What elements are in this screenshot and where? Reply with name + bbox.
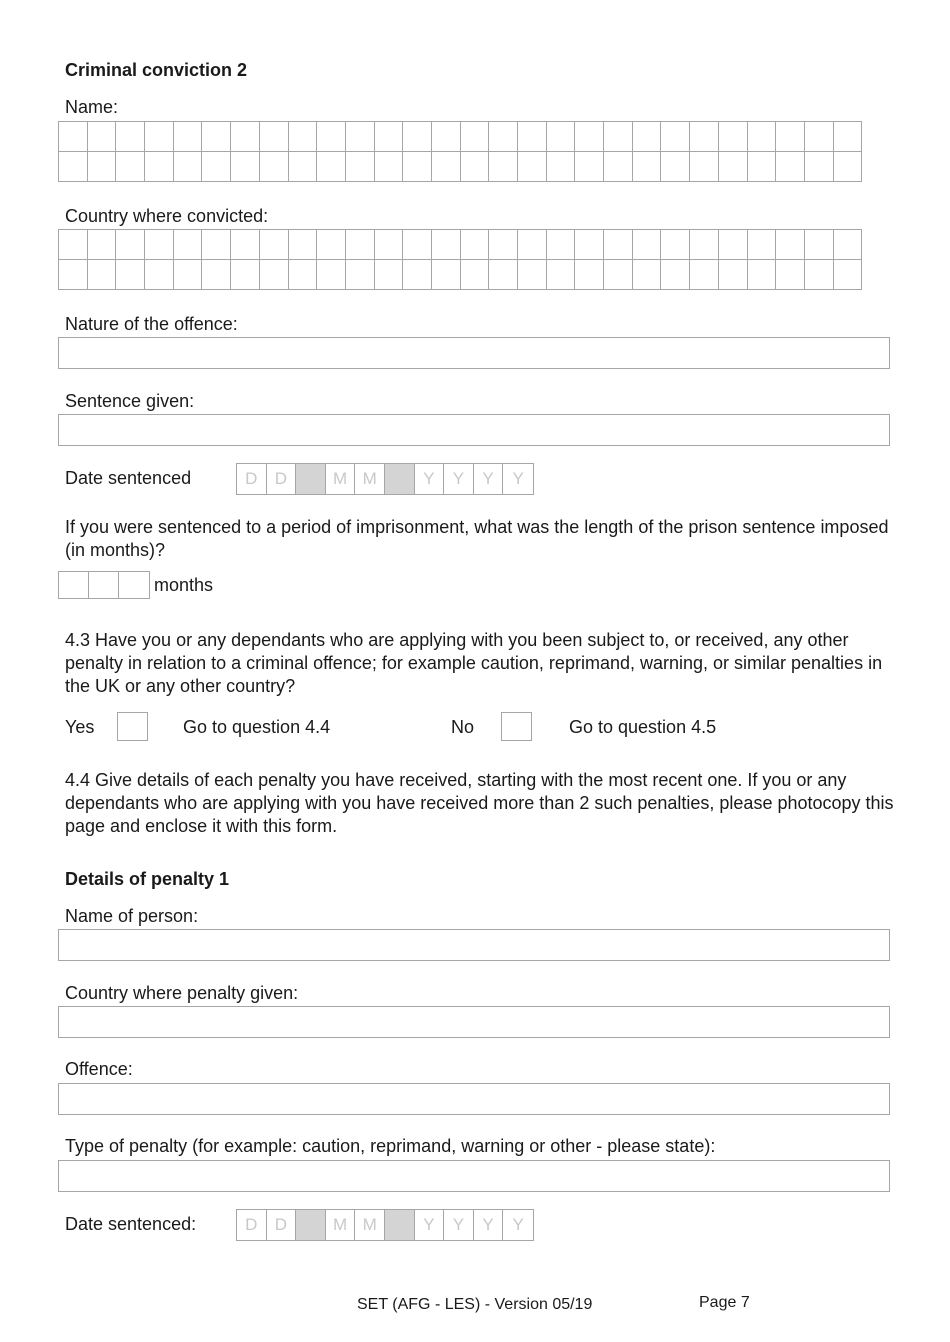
char-cell[interactable] <box>173 230 202 260</box>
char-cell[interactable] <box>259 122 288 152</box>
char-cell[interactable] <box>87 152 116 182</box>
char-cell[interactable] <box>833 230 862 260</box>
char-cell[interactable] <box>231 260 260 290</box>
char-cell[interactable] <box>288 152 317 182</box>
offence-label: Offence: <box>65 1059 133 1079</box>
char-cell[interactable] <box>690 152 719 182</box>
date-sentenced-field[interactable] <box>236 463 534 495</box>
date-digit-cell[interactable]: M <box>326 1210 356 1240</box>
char-cell[interactable] <box>431 260 460 290</box>
char-cell[interactable] <box>231 122 260 152</box>
char-cell[interactable] <box>804 152 833 182</box>
char-cell[interactable] <box>546 260 575 290</box>
question-4-4: 4.4 Give details of each penalty you have received, starting with the most recent one. If you or any dependants who are applying with you have received more than 2 such penalties, please photocopy this page and enclose it with this form. <box>65 770 894 836</box>
section-heading-penalty-1: Details of penalty 1 <box>65 869 230 889</box>
date-digit-cell[interactable]: D <box>237 1210 267 1240</box>
footer-version: SET (AFG - LES) - Version 05/19 <box>357 1296 593 1313</box>
name-char-grid[interactable] <box>58 121 862 182</box>
char-cell[interactable] <box>145 122 174 152</box>
char-cell[interactable] <box>661 260 690 290</box>
char-cell[interactable] <box>202 152 231 182</box>
char-cell[interactable] <box>145 152 174 182</box>
date-separator <box>385 1210 415 1240</box>
date-digit-cell[interactable]: M <box>355 464 385 494</box>
char-cell[interactable] <box>403 152 432 182</box>
char-cell[interactable] <box>747 230 776 260</box>
char-cell[interactable] <box>604 122 633 152</box>
char-cell[interactable] <box>374 230 403 260</box>
char-cell[interactable] <box>202 260 231 290</box>
char-cell[interactable] <box>460 122 489 152</box>
sentence-given-label: Sentence given: <box>65 391 195 411</box>
date-sentenced-label: Date sentenced <box>65 468 192 488</box>
date-digit-cell[interactable]: D <box>237 464 267 494</box>
char-cell[interactable] <box>317 122 346 152</box>
date-separator <box>296 1210 326 1240</box>
char-cell[interactable] <box>546 152 575 182</box>
offence-field[interactable] <box>58 1083 890 1115</box>
char-cell[interactable] <box>431 152 460 182</box>
person-name-field[interactable] <box>58 929 890 961</box>
date-digit-cell[interactable]: Y <box>444 1210 474 1240</box>
char-cell[interactable] <box>632 230 661 260</box>
char-cell[interactable] <box>518 122 547 152</box>
char-cell[interactable] <box>202 230 231 260</box>
char-cell[interactable] <box>604 152 633 182</box>
char-cell[interactable] <box>632 260 661 290</box>
sentence-given-field[interactable] <box>58 414 890 446</box>
char-cell[interactable] <box>345 122 374 152</box>
date-digit-cell[interactable]: Y <box>474 464 504 494</box>
date-digit-cell[interactable]: D <box>267 464 297 494</box>
date-digit-cell[interactable]: D <box>267 1210 297 1240</box>
char-cell[interactable] <box>747 260 776 290</box>
char-cell[interactable] <box>345 152 374 182</box>
char-cell[interactable] <box>776 260 805 290</box>
char-cell[interactable] <box>460 152 489 182</box>
char-cell[interactable] <box>87 260 116 290</box>
date-digit-cell[interactable]: Y <box>415 464 445 494</box>
char-cell[interactable] <box>59 230 88 260</box>
char-cell[interactable] <box>546 122 575 152</box>
char-cell[interactable] <box>259 230 288 260</box>
char-cell[interactable] <box>776 230 805 260</box>
country-convicted-label: Country where convicted: <box>65 206 269 226</box>
char-cell[interactable] <box>317 260 346 290</box>
char-cell[interactable] <box>833 260 862 290</box>
char-cell[interactable] <box>288 230 317 260</box>
yes-goto-label: Go to question 4.4 <box>183 717 331 737</box>
char-cell[interactable] <box>518 230 547 260</box>
person-name-label: Name of person: <box>65 906 199 926</box>
char-cell[interactable] <box>489 152 518 182</box>
char-cell[interactable] <box>403 260 432 290</box>
date-digit-cell[interactable]: Y <box>512 1215 524 1234</box>
char-cell[interactable] <box>231 230 260 260</box>
char-cell[interactable] <box>288 122 317 152</box>
char-cell[interactable] <box>575 152 604 182</box>
section-heading-conviction-2: Criminal conviction 2 <box>65 60 248 80</box>
char-cell[interactable] <box>173 260 202 290</box>
date-separator <box>296 464 326 494</box>
char-cell[interactable] <box>575 122 604 152</box>
char-cell[interactable] <box>431 230 460 260</box>
footer-page-number: Page 7 <box>699 1294 750 1311</box>
char-cell[interactable] <box>116 122 145 152</box>
char-cell[interactable] <box>575 260 604 290</box>
char-cell[interactable] <box>718 152 747 182</box>
char-cell[interactable] <box>804 230 833 260</box>
char-cell[interactable] <box>747 122 776 152</box>
char-cell[interactable] <box>317 230 346 260</box>
char-cell[interactable] <box>661 122 690 152</box>
date-digit-cell[interactable]: Y <box>415 1210 445 1240</box>
date-separator <box>385 464 415 494</box>
penalty-type-field[interactable] <box>58 1160 890 1192</box>
char-cell[interactable] <box>87 122 116 152</box>
penalty-country-field[interactable] <box>58 1006 890 1038</box>
date-digit-cell[interactable]: M <box>326 464 356 494</box>
char-cell[interactable] <box>804 122 833 152</box>
char-cell[interactable] <box>604 230 633 260</box>
char-cell[interactable] <box>374 152 403 182</box>
no-goto-label: Go to question 4.5 <box>569 717 717 737</box>
char-cell[interactable] <box>403 122 432 152</box>
char-cell[interactable] <box>145 230 174 260</box>
char-cell[interactable] <box>690 122 719 152</box>
char-cell[interactable] <box>374 260 403 290</box>
char-cell[interactable] <box>489 230 518 260</box>
char-cell[interactable] <box>403 230 432 260</box>
char-cell[interactable] <box>59 122 88 152</box>
char-cell[interactable] <box>317 152 346 182</box>
yes-label: Yes <box>65 717 95 737</box>
char-cell[interactable] <box>833 122 862 152</box>
char-cell[interactable] <box>546 230 575 260</box>
name-label: Name: <box>65 97 119 117</box>
char-cell[interactable] <box>661 152 690 182</box>
nature-offence-field[interactable] <box>58 337 890 369</box>
date-digit-cell[interactable]: Y <box>474 1210 504 1240</box>
char-cell[interactable] <box>489 260 518 290</box>
char-cell[interactable] <box>690 230 719 260</box>
char-cell[interactable] <box>231 152 260 182</box>
char-cell[interactable] <box>460 260 489 290</box>
no-label: No <box>451 717 475 737</box>
char-cell[interactable] <box>460 230 489 260</box>
char-cell[interactable] <box>632 152 661 182</box>
char-cell[interactable] <box>690 260 719 290</box>
char-cell[interactable] <box>804 260 833 290</box>
char-cell[interactable] <box>776 152 805 182</box>
char-cell[interactable] <box>718 122 747 152</box>
char-cell[interactable] <box>116 260 145 290</box>
penalty-country-label: Country where penalty given: <box>65 983 299 1003</box>
char-cell[interactable] <box>833 152 862 182</box>
char-cell[interactable] <box>632 122 661 152</box>
char-cell[interactable] <box>87 230 116 260</box>
penalty-date-label: Date sentenced: <box>65 1214 197 1234</box>
char-cell[interactable] <box>776 122 805 152</box>
char-cell[interactable] <box>116 152 145 182</box>
question-4-3: 4.3 Have you or any dependants who are applying with you been subject to, or received, any other penalty in relation to a criminal offence; for example caution, reprimand, warning, or similar penalties in the UK or any other country? <box>65 630 883 696</box>
char-cell[interactable] <box>173 152 202 182</box>
char-cell[interactable] <box>575 230 604 260</box>
char-cell[interactable] <box>604 260 633 290</box>
char-cell[interactable] <box>345 230 374 260</box>
char-cell[interactable] <box>747 152 776 182</box>
yes-checkbox[interactable] <box>117 712 148 741</box>
char-cell[interactable] <box>202 122 231 152</box>
char-cell[interactable] <box>718 230 747 260</box>
char-cell[interactable] <box>259 152 288 182</box>
penalty-date-field[interactable] <box>236 1209 534 1241</box>
char-cell[interactable] <box>173 122 202 152</box>
months-label: months <box>154 575 214 595</box>
char-cell[interactable] <box>374 122 403 152</box>
char-cell[interactable] <box>518 152 547 182</box>
country-convicted-char-grid[interactable] <box>58 229 862 290</box>
date-digit-cell[interactable]: M <box>355 1210 385 1240</box>
char-cell[interactable] <box>718 260 747 290</box>
char-cell[interactable] <box>116 230 145 260</box>
date-digit-cell[interactable]: Y <box>444 464 474 494</box>
nature-offence-label: Nature of the offence: <box>65 314 238 334</box>
char-cell[interactable] <box>661 230 690 260</box>
no-checkbox[interactable] <box>501 712 532 741</box>
char-cell[interactable] <box>288 260 317 290</box>
char-cell[interactable] <box>489 122 518 152</box>
char-cell[interactable] <box>518 260 547 290</box>
char-cell[interactable] <box>59 152 88 182</box>
months-field[interactable] <box>58 571 150 599</box>
char-cell[interactable] <box>431 122 460 152</box>
char-cell[interactable] <box>259 260 288 290</box>
char-cell[interactable] <box>145 260 174 290</box>
char-cell[interactable] <box>59 260 88 290</box>
prison-question: If you were sentenced to a period of imprisonment, what was the length of the prison sentence imposed (in months)? <box>65 517 889 560</box>
penalty-type-label: Type of penalty (for example: caution, reprimand, warning or other - please state): <box>65 1136 716 1156</box>
char-cell[interactable] <box>345 260 374 290</box>
date-digit-cell[interactable]: Y <box>512 469 524 488</box>
